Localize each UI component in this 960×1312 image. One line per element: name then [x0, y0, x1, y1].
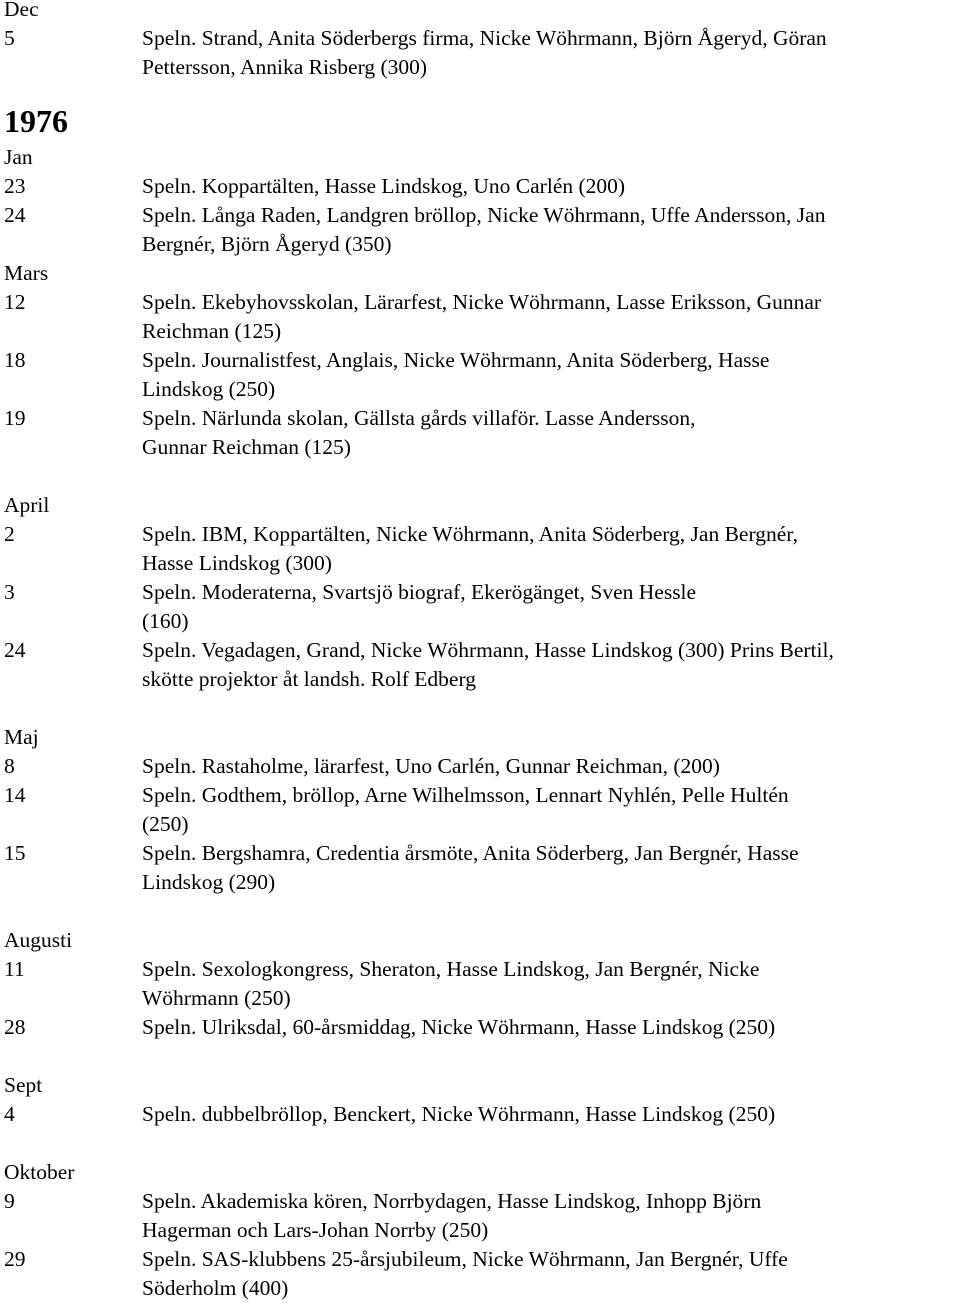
event-day: 29	[4, 1247, 26, 1271]
event-line	[4, 53, 960, 82]
indent-spacer	[4, 1274, 142, 1303]
event-day: 19	[4, 406, 26, 430]
month-heading: Augusti	[4, 928, 73, 952]
event-day: 11	[4, 957, 25, 981]
event-text: Reichman (125)	[142, 319, 282, 343]
year-heading: 1976	[4, 103, 68, 139]
month-heading: Jan	[4, 145, 33, 169]
event-entry	[4, 172, 960, 201]
event-day: 24	[4, 638, 26, 662]
event-entry	[4, 201, 960, 259]
event-day: 14	[4, 783, 26, 807]
event-entry	[4, 404, 960, 462]
event-line	[4, 839, 960, 868]
event-line	[4, 636, 960, 665]
event-entry	[4, 578, 960, 636]
event-text: skötte projektor åt landsh. Rolf Edberg	[142, 667, 476, 691]
event-line	[4, 578, 960, 607]
event-text: Speln. Ulriksdal, 60-årsmiddag, Nicke Wöhrmann, Hasse Lindskog (250)	[142, 1015, 776, 1039]
event-text: Speln. Ekebyhovsskolan, Lärarfest, Nicke Wöhrmann, Lasse Eriksson, Gunnar	[142, 290, 822, 314]
event-entry	[4, 839, 960, 897]
indent-spacer	[4, 433, 142, 462]
month-section	[4, 0, 960, 82]
month-heading: Dec	[4, 0, 39, 21]
indent-spacer	[4, 607, 142, 636]
event-line	[4, 810, 960, 839]
event-text: Gunnar Reichman (125)	[142, 435, 351, 459]
event-text: (160)	[142, 609, 189, 633]
event-text: Speln. Sexologkongress, Sheraton, Hasse Lindskog, Jan Bergnér, Nicke	[142, 957, 760, 981]
section-spacer	[4, 694, 960, 723]
event-line	[4, 1100, 960, 1129]
indent-spacer	[4, 665, 142, 694]
event-text: Lindskog (250)	[142, 377, 276, 401]
document-page	[4, 0, 960, 1303]
event-line	[4, 549, 960, 578]
event-line	[4, 1245, 960, 1274]
month-section	[4, 1042, 960, 1129]
month-heading: Sept	[4, 1073, 43, 1097]
event-line	[4, 665, 960, 694]
month-section	[4, 897, 960, 1042]
event-entry	[4, 346, 960, 404]
month-section	[4, 462, 960, 694]
event-day: 9	[4, 1189, 15, 1213]
event-entry	[4, 781, 960, 839]
event-entry	[4, 1100, 960, 1129]
event-line	[4, 346, 960, 375]
section-spacer	[4, 462, 960, 491]
event-day: 15	[4, 841, 26, 865]
indent-spacer	[4, 230, 142, 259]
event-day: 28	[4, 1015, 26, 1039]
event-line	[4, 1274, 960, 1303]
event-text: Speln. Journalistfest, Anglais, Nicke Wöhrmann, Anita Söderberg, Hasse	[142, 348, 770, 372]
event-line	[4, 404, 960, 433]
event-text: Speln. Bergshamra, Credentia årsmöte, Anita Söderberg, Jan Bergnér, Hasse	[142, 841, 799, 865]
event-line	[4, 1013, 960, 1042]
section-spacer	[4, 897, 960, 926]
indent-spacer	[4, 317, 142, 346]
indent-spacer	[4, 810, 142, 839]
event-day: 2	[4, 522, 15, 546]
section-spacer	[4, 1129, 960, 1158]
event-text: Wöhrmann (250)	[142, 986, 291, 1010]
event-line	[4, 317, 960, 346]
event-text: Speln. Koppartälten, Hasse Lindskog, Uno Carlén (200)	[142, 174, 626, 198]
event-text: Speln. Rastaholme, lärarfest, Uno Carlén, Gunnar Reichman, (200)	[142, 754, 720, 778]
event-entry	[4, 288, 960, 346]
event-line	[4, 984, 960, 1013]
month-section	[4, 694, 960, 897]
event-entry	[4, 636, 960, 694]
event-text: Speln. SAS-klubbens 25-årsjubileum, Nicke Wöhrmann, Jan Bergnér, Uffe	[142, 1247, 788, 1271]
event-day: 23	[4, 174, 26, 198]
event-text: Speln. Moderaterna, Svartsjö biograf, Ekerögänget, Sven Hessle	[142, 580, 697, 604]
month-heading: Mars	[4, 261, 49, 285]
event-line	[4, 520, 960, 549]
event-line	[4, 288, 960, 317]
indent-spacer	[4, 53, 142, 82]
event-text: Lindskog (290)	[142, 870, 276, 894]
indent-spacer	[4, 549, 142, 578]
event-line	[4, 607, 960, 636]
event-line	[4, 201, 960, 230]
event-text: Speln. Strand, Anita Söderbergs firma, Nicke Wöhrmann, Björn Ågeryd, Göran	[142, 26, 827, 50]
event-text: (250)	[142, 812, 189, 836]
month-heading: Oktober	[4, 1160, 75, 1184]
event-line	[4, 375, 960, 404]
event-line	[4, 752, 960, 781]
event-text: Söderholm (400)	[142, 1276, 289, 1300]
event-text: Speln. Akademiska kören, Norrbydagen, Hasse Lindskog, Inhopp Björn	[142, 1189, 762, 1213]
indent-spacer	[4, 984, 142, 1013]
event-line	[4, 955, 960, 984]
event-line	[4, 1187, 960, 1216]
event-line	[4, 172, 960, 201]
event-text: Speln. Närlunda skolan, Gällsta gårds villaför. Lasse Andersson,	[142, 406, 696, 430]
event-text: Pettersson, Annika Risberg (300)	[142, 55, 428, 79]
indent-spacer	[4, 868, 142, 897]
section-spacer	[4, 1042, 960, 1071]
month-heading: April	[4, 493, 50, 517]
event-entry	[4, 24, 960, 82]
event-entry	[4, 1013, 960, 1042]
event-entry	[4, 1187, 960, 1245]
indent-spacer	[4, 1216, 142, 1245]
event-text: Speln. Vegadagen, Grand, Nicke Wöhrmann, Hasse Lindskog (300) Prins Bertil,	[142, 638, 834, 662]
event-line	[4, 1216, 960, 1245]
event-day: 12	[4, 290, 26, 314]
event-text: Speln. Långa Raden, Landgren bröllop, Nicke Wöhrmann, Uffe Andersson, Jan	[142, 203, 826, 227]
event-line	[4, 230, 960, 259]
month-section	[4, 1129, 960, 1303]
event-day: 18	[4, 348, 26, 372]
event-text: Hasse Lindskog (300)	[142, 551, 332, 575]
event-line	[4, 433, 960, 462]
event-text: Speln. IBM, Koppartälten, Nicke Wöhrmann, Anita Söderberg, Jan Bergnér,	[142, 522, 798, 546]
event-entry	[4, 520, 960, 578]
event-entry	[4, 1245, 960, 1303]
event-entry	[4, 752, 960, 781]
month-section	[4, 259, 960, 462]
month-heading: Maj	[4, 725, 39, 749]
event-day: 3	[4, 580, 15, 604]
event-day: 5	[4, 26, 15, 50]
event-day: 4	[4, 1102, 15, 1126]
event-text: Hagerman och Lars-Johan Norrby (250)	[142, 1218, 489, 1242]
event-text: Speln. Godthem, bröllop, Arne Wilhelmsson, Lennart Nyhlén, Pelle Hultén	[142, 783, 789, 807]
event-text: Speln. dubbelbröllop, Benckert, Nicke Wöhrmann, Hasse Lindskog (250)	[142, 1102, 776, 1126]
event-text: Bergnér, Björn Ågeryd (350)	[142, 232, 392, 256]
indent-spacer	[4, 375, 142, 404]
event-day: 24	[4, 203, 26, 227]
event-entry	[4, 955, 960, 1013]
event-line	[4, 868, 960, 897]
event-day: 8	[4, 754, 15, 778]
event-line	[4, 781, 960, 810]
month-section	[4, 99, 960, 259]
event-line	[4, 24, 960, 53]
